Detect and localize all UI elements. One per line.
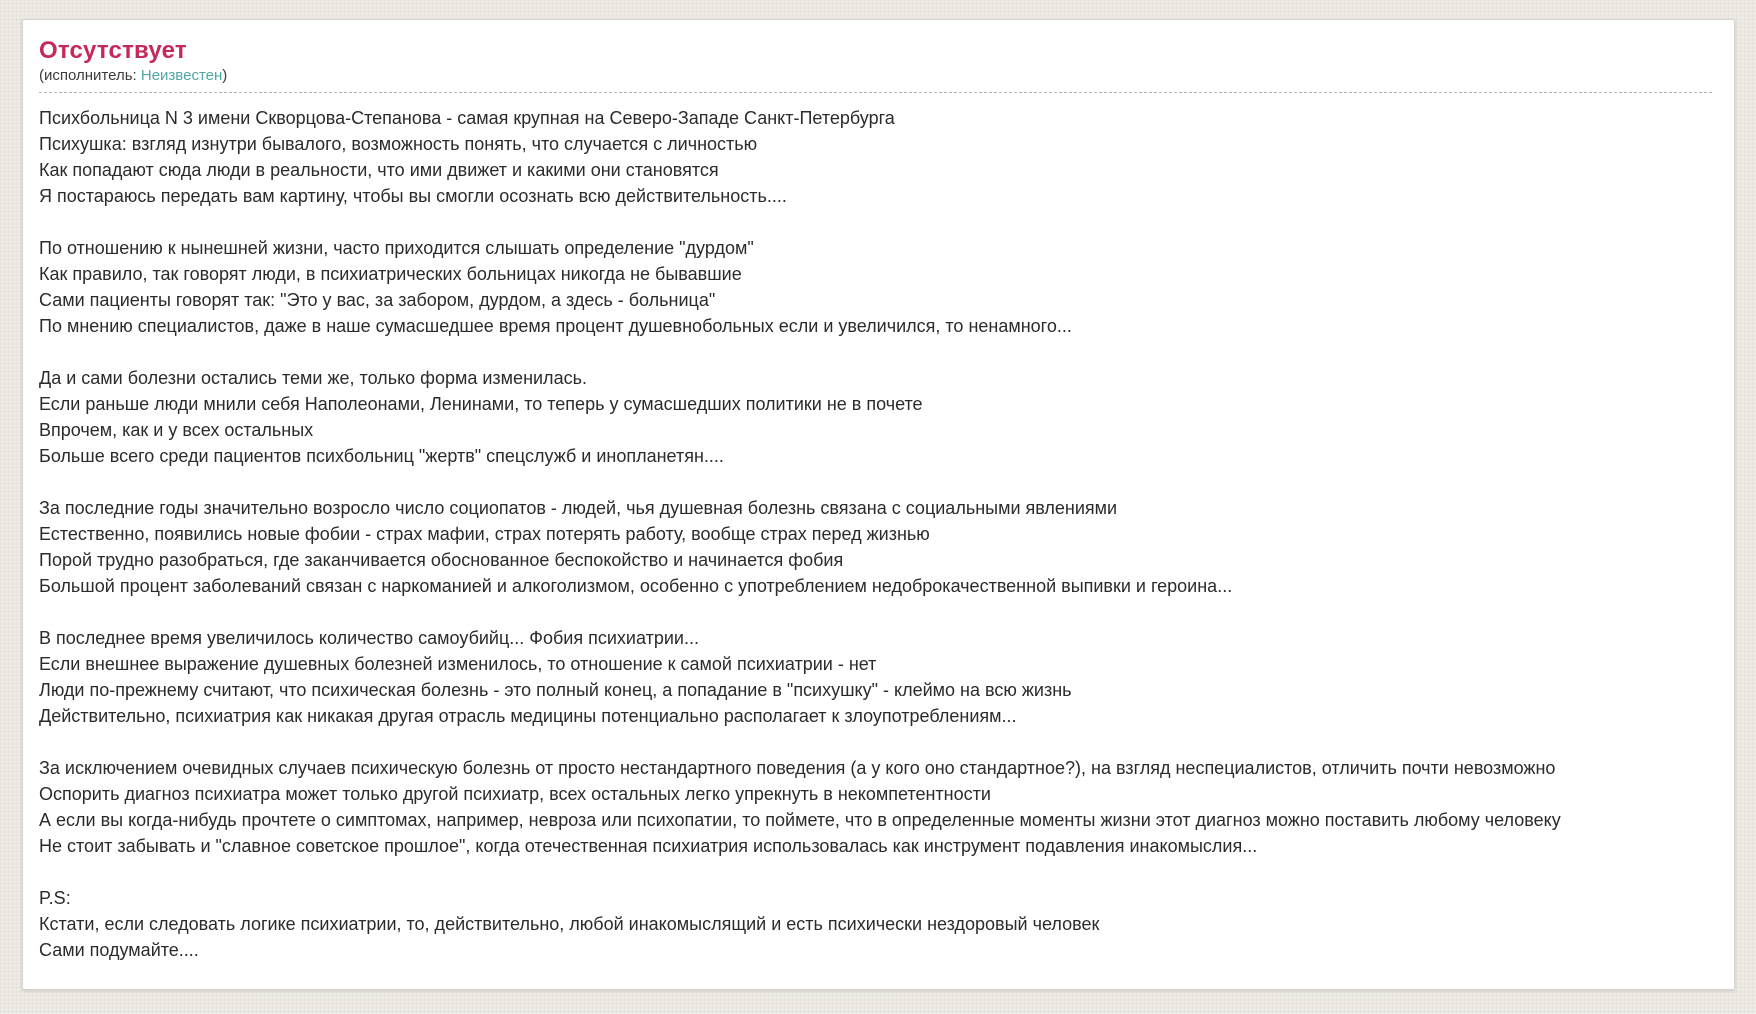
lyrics-line: Да и сами болезни остались теми же, только форма изменилась. [39,368,587,388]
lyrics-line: По мнению специалистов, даже в наше сумасшедшее время процент душевнобольных если и увеличился, то ненамного... [39,316,1072,336]
lyrics-line: За последние годы значительно возросло число социопатов - людей, чья душевная болезнь связана с социальными явлениями [39,498,1118,518]
artist-link[interactable]: Неизвестен [140,67,223,84]
lyrics-paragraph [39,755,1561,859]
lyrics-paragraph [39,885,1099,963]
lyrics-line: Кстати, если следовать логике психиатрии, то, действительно, любой инакомыслящий и есть психически нездоровый человек [39,914,1100,934]
artist-label-prefix: (исполнитель: [39,67,141,84]
lyrics-line: Психбольница N 3 имени Скворцова-Степанова - самая крупная на Северо-Западе Санкт-Петербурга [39,108,895,128]
dashed-separator [39,92,1712,93]
song-title: Отсутствует [39,37,187,64]
lyrics-line: Порой трудно разобраться, где заканчивается обоснованное беспокойство и начинается фобия [39,550,844,570]
lyrics-line: Впрочем, как и у всех остальных [39,420,314,440]
lyrics-line: По отношению к нынешней жизни, часто приходится слышать определение "дурдом" [39,238,754,258]
lyrics-line: Как попадают сюда люди в реальности, что ими движет и какими они становятся [39,160,719,180]
lyrics-line: Сами подумайте.... [39,940,199,960]
lyrics-line: Люди по-прежнему считают, что психическая болезнь - это полный конец, а попадание в "психушку" - клеймо на всю жизнь [39,680,1072,700]
lyrics-line: Сами пациенты говорят так: "Это у вас, за забором, дурдом, а здесь - больница" [39,290,716,310]
content-card [22,19,1735,990]
lyrics-line: Если внешнее выражение душевных болезней изменилось, то отношение к самой психиатрии - нет [39,654,877,674]
artist-line [39,66,1734,85]
lyrics-line: Оспорить диагноз психиатра может только другой психиатр, всех остальных легко упрекнуть в некомпетентности [39,784,991,804]
lyrics-line: P.S: [39,888,71,908]
lyrics-line: В последнее время увеличилось количество самоубийц... Фобия психиатрии... [39,628,699,648]
lyrics-line: Не стоит забывать и "славное советское прошлое", когда отечественная психиатрия использовалась как инструмент подавления инакомыслия... [39,836,1258,856]
lyrics-line: Если раньше люди мнили себя Наполеонами, Ленинами, то теперь у сумасшедших политики не в почете [39,394,923,414]
lyrics-line: Я постараюсь передать вам картину, чтобы вы смогли осознать всю действительность.... [39,186,787,206]
lyrics-line: Как правило, так говорят люди, в психиатрических больницах никогда не бывавшие [39,264,742,284]
lyrics-paragraph [39,235,1072,339]
lyrics [39,105,1734,963]
lyrics-paragraph [39,105,895,209]
lyrics-line: Больше всего среди пациентов психбольниц "жертв" спецслужб и инопланетян.... [39,446,724,466]
lyrics-line: Действительно, психиатрия как никакая другая отрасль медицины потенциально располагает к злоупотреблениям... [39,706,1017,726]
artist-label-suffix: ) [222,67,228,84]
lyrics-line: За исключением очевидных случаев психическую болезнь от просто нестандартного поведения (а у кого оно стандартное?), на взгляд неспециалистов, отличить почти невозможно [39,758,1556,778]
lyrics-line: А если вы когда-нибудь прочтете о симптомах, например, невроза или психопатии, то поймете, что в определенные моменты жизни этот диагноз можно поставить любому человеку [39,810,1561,830]
lyrics-line: Большой процент заболеваний связан с наркоманией и алкоголизмом, особенно с употреблением недоброкачественной выпивки и героина... [39,576,1233,596]
lyrics-paragraph [39,495,1232,599]
lyrics-paragraph [39,625,1072,729]
lyrics-line: Естественно, появились новые фобии - страх мафии, страх потерять работу, вообще страх перед жизнью [39,524,930,544]
lyrics-paragraph [39,365,923,469]
lyrics-line: Психушка: взгляд изнутри бывалого, возможность понять, что случается с личностью [39,134,758,154]
